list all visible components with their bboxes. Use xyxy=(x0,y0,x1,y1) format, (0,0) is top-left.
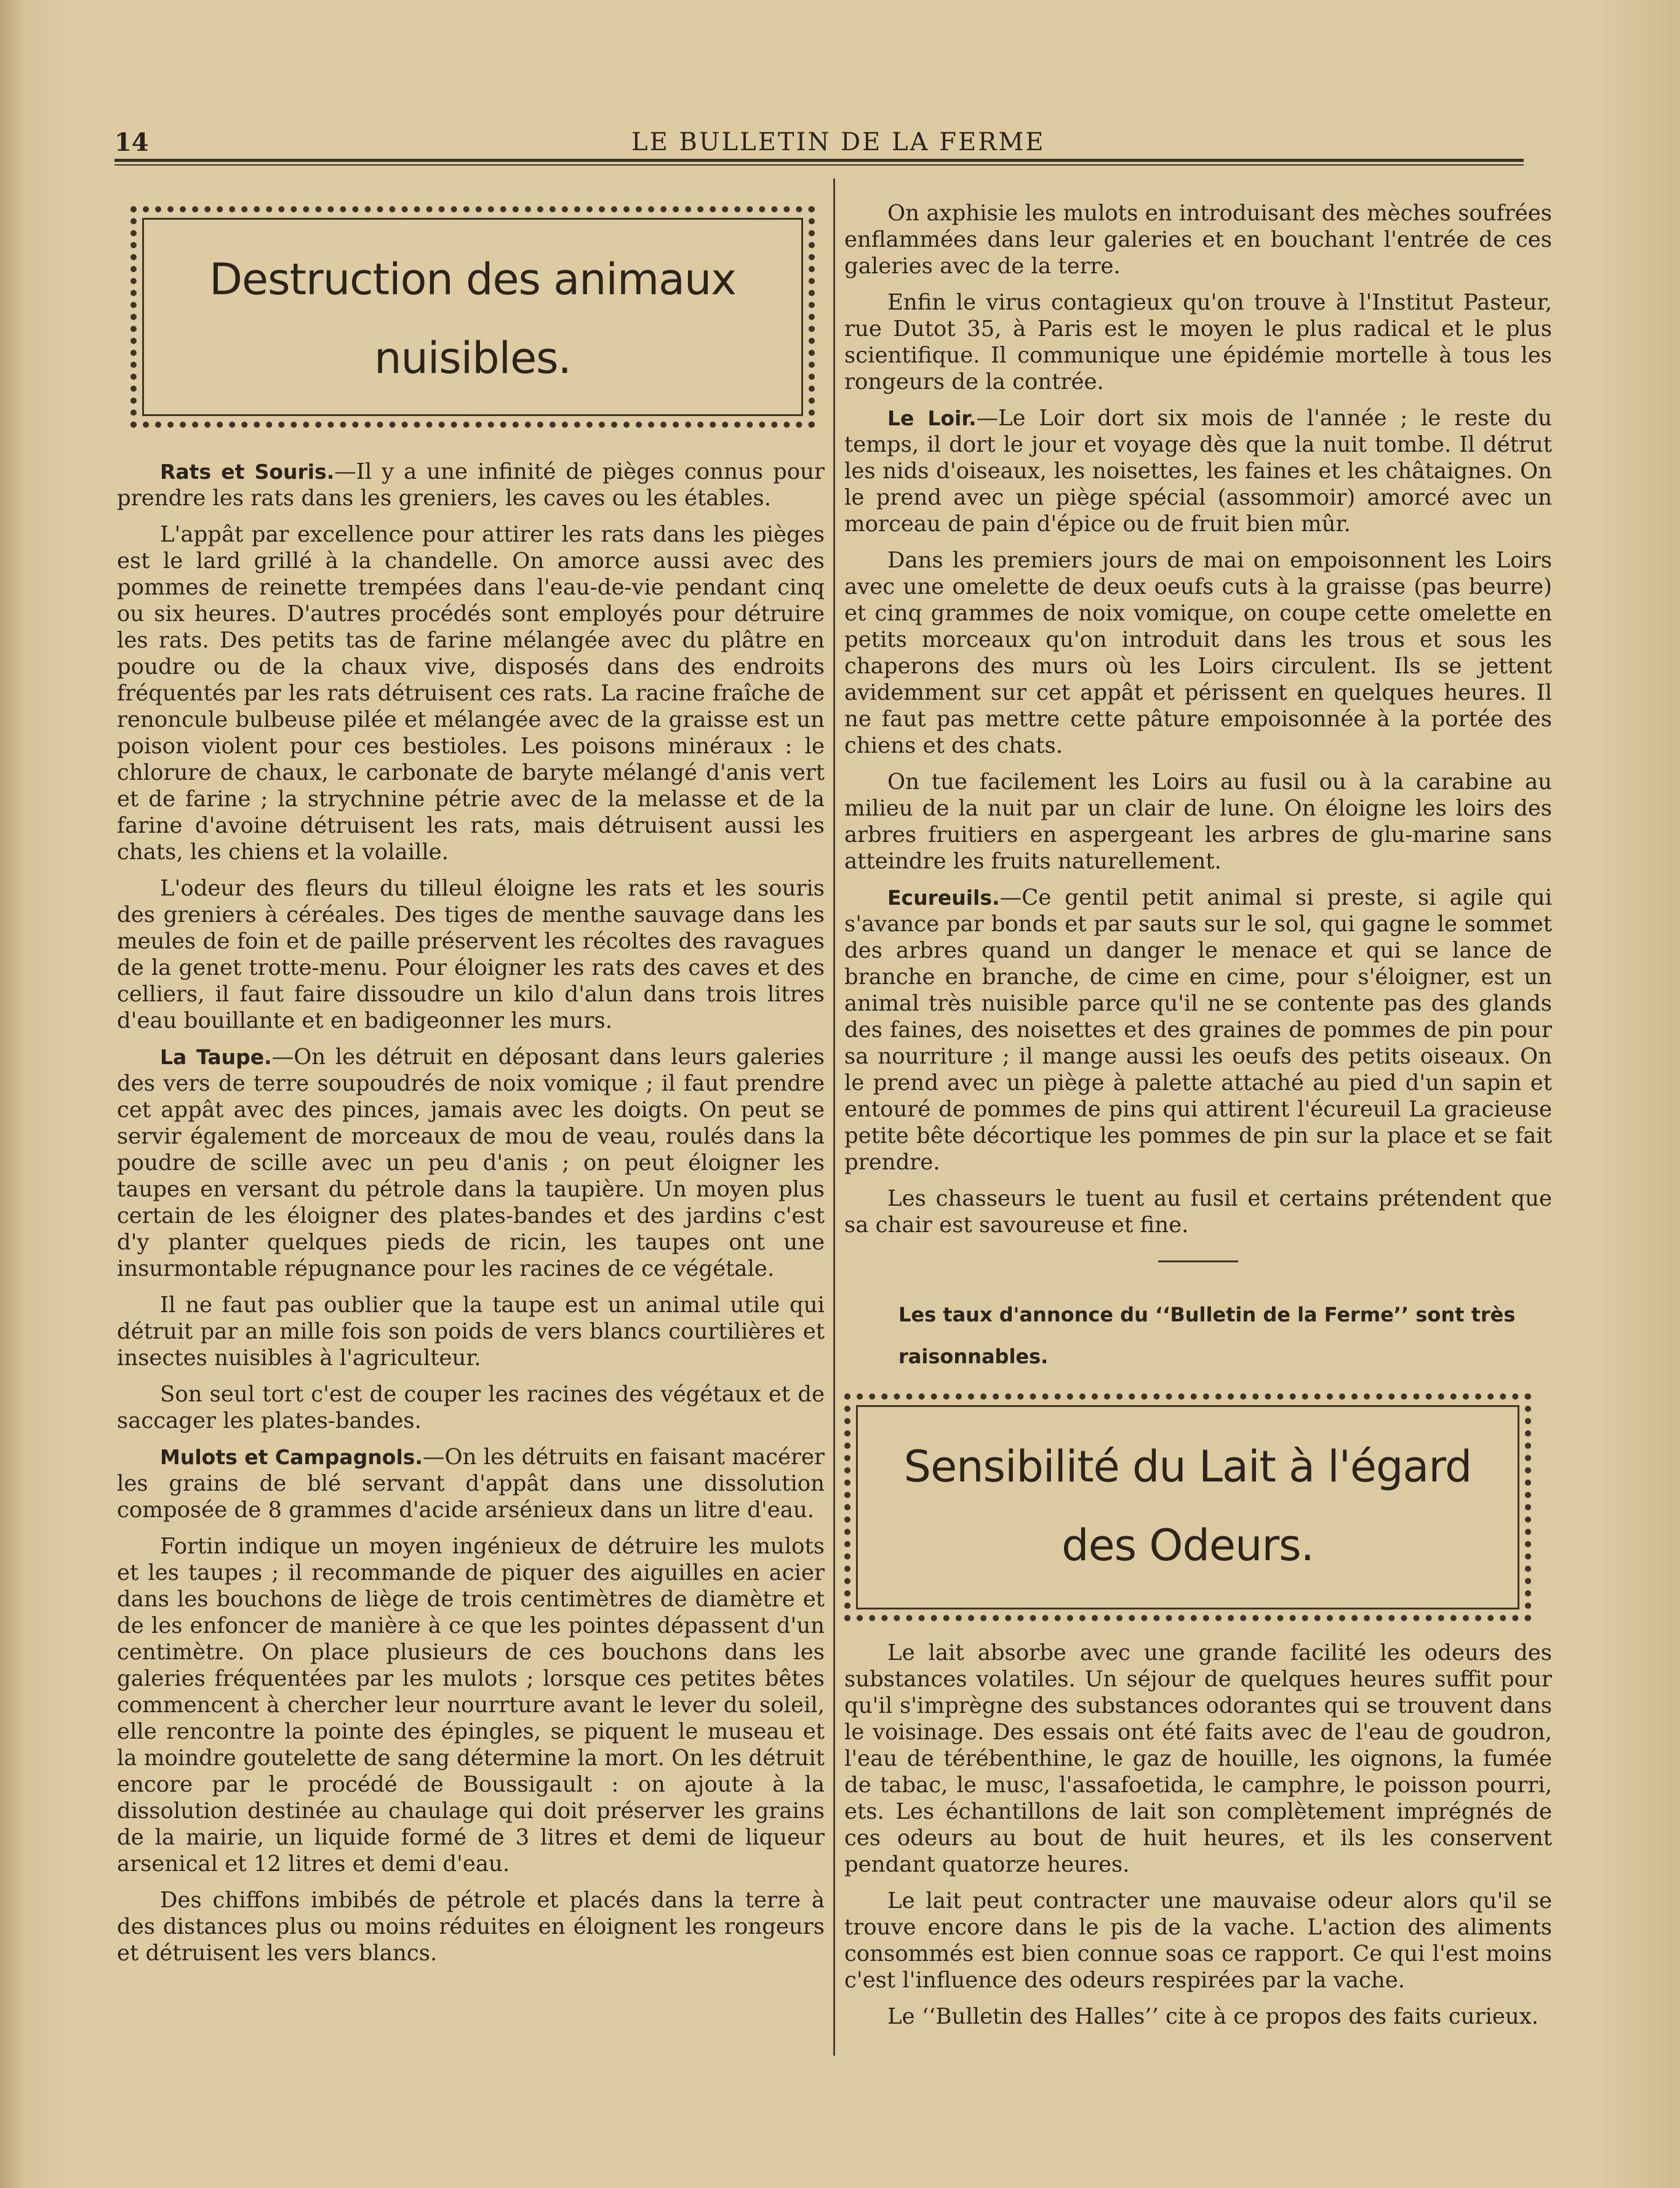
paragraph: Mulots et Campagnols.—On les détruits en faisant macérer les grains de blé servant d'appât dans une dissolution composée de 8 grammes d'acide arsénieux dans un litre d'eau. xyxy=(117,1445,825,1523)
section-lead: Ecureuils. xyxy=(887,886,1000,910)
paragraph: Le lait peut contracter une mauvaise odeur alors qu'il se trouve encore dans le pis de la vache. L'action des aliments consommés est bien connue soas ce rapport. Ce qui l'est moins c'est l'influence des odeurs respirées par la vache. xyxy=(844,1888,1552,1993)
paragraph: Les chasseurs le tuent au fusil et certains prétendent que sa chair est savoureuse et fine. xyxy=(844,1186,1552,1238)
paragraph: On tue facilement les Loirs au fusil ou à la carabine au milieu de la nuit par un clair de lune. On éloigne les loirs des arbres fruitiers en aspergeant les arbres de glu-marine sans atteindre les fruits naturellement. xyxy=(844,769,1552,874)
section-separator xyxy=(1158,1260,1238,1262)
paragraph: La Taupe.—On les détruit en déposant dans leurs galeries des vers de terre soupoudrés de noix vomique ; il faut prendre cet appât avec des pinces, jamais avec les doigts. On peut se servir également de morceaux de mou de veau, roulés dans la poudre de scille avec un peu d'anis ; on peut éloigner les taupes en versant du pétrole dans la taupière. Un moyen plus certain de les éloigner des plates-bandes et des jardins c'est d'y planter quelques pieds de ricin, les taupes ont une insurmontable répugnance pour les racines de ce végétale. xyxy=(117,1044,825,1281)
paragraph: Le Loir.—Le Loir dort six mois de l'année ; le reste du temps, il dort le jour et voyage dès que la nuit tombe. Il détrut les nids d'oiseaux, les noisettes, les faines et les châtaignes. On le prend avec un piège spécial (assommoir) amorcé avec un morceau de pain d'épice ou de fruit bien mûr. xyxy=(844,406,1552,537)
paragraph: On axphisie les mulots en introduisant des mèches soufrées enflammées dans leur galeries et en bouchant l'entrée de ces galeries avec de la terre. xyxy=(844,201,1552,279)
announcement: Les taux d'annonce du ‘‘Bulletin de la Ferme’’ sont très raisonnables. xyxy=(898,1303,1516,1368)
article1-right-column xyxy=(844,200,1552,1248)
article2-title-frame xyxy=(844,1393,1531,1621)
article1-title-frame xyxy=(130,206,815,428)
paragraph: Enfin le virus contagieux qu'on trouve à l'Institut Pasteur, rue Dutot 35, à Paris est le moyen le plus radical et le plus scientifique. Il communique une épidémie mortelle à tous les rongeurs de la contrée. xyxy=(844,290,1552,395)
section-lead: La Taupe. xyxy=(160,1045,272,1069)
column-divider xyxy=(833,178,835,2056)
paragraph: L'odeur des fleurs du tilleul éloigne les rats et les souris des greniers à céréales. Des tiges de menthe sauvage dans les meules de foin et de paille préservent les récoltes des ravagues de la genet trotte-menu. Pour éloigner les rats des caves et des celliers, il faut faire dissoudre un kilo d'alun dans trois litres d'eau bouillante et en badigeonner les murs. xyxy=(117,876,825,1033)
header-rule-thin xyxy=(114,164,1524,166)
paragraph: Son seul tort c'est de couper les racines des végétaux et de saccager les plates-bandes. xyxy=(117,1382,825,1433)
article2-title-line1: Sensibilité du Lait à l'égard xyxy=(903,1441,1472,1492)
paragraph: Le lait absorbe avec une grande facilité les odeurs des substances volatiles. Un séjour de quelques heures suffit pour qu'il s'imprègne des substances odorantes qui se trouvent dans le voisinage. Des essais ont été faits avec de l'eau de goudron, l'eau de térébenthine, le gaz de houille, les oignons, la fumée de tabac, le musc, l'assafoetida, le camphre, le poisson pourri, ets. Les échantillons de lait son complètement imprégnés de ces odeurs au bout de huit heures, et ils les conservent pendant quatorze heures. xyxy=(844,1640,1552,1877)
paragraph: Rats et Souris.—Il y a une infinité de pièges connus pour prendre les rats dans les greniers, les caves ou les étables. xyxy=(117,459,825,511)
paragraph: Des chiffons imbibés de pétrole et placés dans la terre à des distances plus ou moins réduites en éloignent les rongeurs et détruisent les vers blancs. xyxy=(117,1888,825,1966)
section-lead: Mulots et Campagnols. xyxy=(160,1445,423,1469)
paragraph: Fortin indique un moyen ingénieux de détruire les mulots et les taupes ; il recommande de piquer des aiguilles en acier dans les bouchons de liège de trois centimètres de diamètre et de les enfoncer de manière à ce que les pointes dépassent d'un centimètre. On place plusieurs de ces bouchons dans les galeries fréquentées par les mulots ; lorsque ces petites bêtes commencent à chercher leur nourrture avant le lever du soleil, elle rencontre la pointe des épingles, se piquent le museau et la moindre goutelette de sang détermine la mort. On les détruit encore par le procédé de Boussigault : on ajoute à la dissolution destinée au chaulage qui doit préserver les grains de la mairie, un liquide formé de 3 litres et demi de liqueur arsenical et 12 litres et demi d'eau. xyxy=(117,1534,825,1877)
section-lead: Rats et Souris. xyxy=(160,460,335,484)
section-lead: Le Loir. xyxy=(887,406,977,430)
article1-title xyxy=(137,240,809,398)
header-rule xyxy=(114,159,1524,162)
paragraph: Le ‘‘Bulletin des Halles’’ cite à ce propos des faits curieux. xyxy=(887,2004,1539,2029)
article2-title-line2: des Odeurs. xyxy=(1062,1520,1314,1571)
running-header xyxy=(114,123,1524,160)
article1-title-line2: nuisibles. xyxy=(374,333,571,383)
paragraph: Ecureuils.—Ce gentil petit animal si preste, si agile qui s'avance par bonds et par sauts sur le sol, qui gagne le sommet des arbres quand un danger le menace et qui se lance de branche en branche, de cime en cime, pour s'éloigner, est un animal très nuisible parce qu'il ne se contente pas des glands des faines, des noisettes et des graines de pommes de pin pour sa nourriture ; il mange aussi les oeufs des petits oiseaux. On le prend avec un piège à palette attaché au pied d'un sapin et entouré de pommes de pins qui attirent l'écureuil La gracieuse petite bête décortique les pommes de pin sur la place et se fait prendre. xyxy=(844,885,1552,1175)
paragraph: Dans les premiers jours de mai on empoisonnent les Loirs avec une omelette de deux oeufs cuts à la graisse (pas beurre) et cinq grammes de noix vomique, on coupe cette omelette en petits morceaux qu'on introduit dans les trous et sous les chaperons des murs où les Loirs circulent. Ils se jettent avidemment sur cet appât et périssent en quelques heures. Il ne faut pas mettre cette pâture empoisonnée à la portée des chiens et des chats. xyxy=(844,548,1552,758)
journal-title: LE BULLETIN DE LA FERME xyxy=(631,128,1046,156)
article2-title xyxy=(850,1427,1525,1585)
article1-left-column xyxy=(117,459,825,1976)
paragraph: Il ne faut pas oublier que la taupe est un animal utile qui détruit par an mille fois son poids de vers blancs courtilières et insectes nuisibles à l'agriculteur. xyxy=(117,1292,825,1371)
article1-title-line1: Destruction des animaux xyxy=(209,254,736,305)
page-number: 14 xyxy=(114,128,149,157)
article2-body xyxy=(844,1640,1552,2040)
paragraph: L'appât par excellence pour attirer les rats dans les pièges est le lard grillé à la chandelle. On amorce aussi avec des pommes de reinette trempées dans l'eau-de-vie pendant cinq ou six heures. D'autres procédés sont employés pour détruire les rats. Des petits tas de farine mélangée avec du plâtre en poudre ou de la chaux vive, disposés dans des endroits fréquentés par les rats détruisent ces rats. La racine fraîche de renoncule bulbeuse pilée et mélangée avec de la graisse est un poison violent pour ces bestioles. Les poisons minéraux : le chlorure de chaux, le carbonate de baryte mélangé d'anis vert et de farine ; la strychnine pétrie avec de la melasse et de la farine d'avoine détruisent les rats, mais détruisent aussi les chats, les chiens et la volaille. xyxy=(117,522,825,865)
